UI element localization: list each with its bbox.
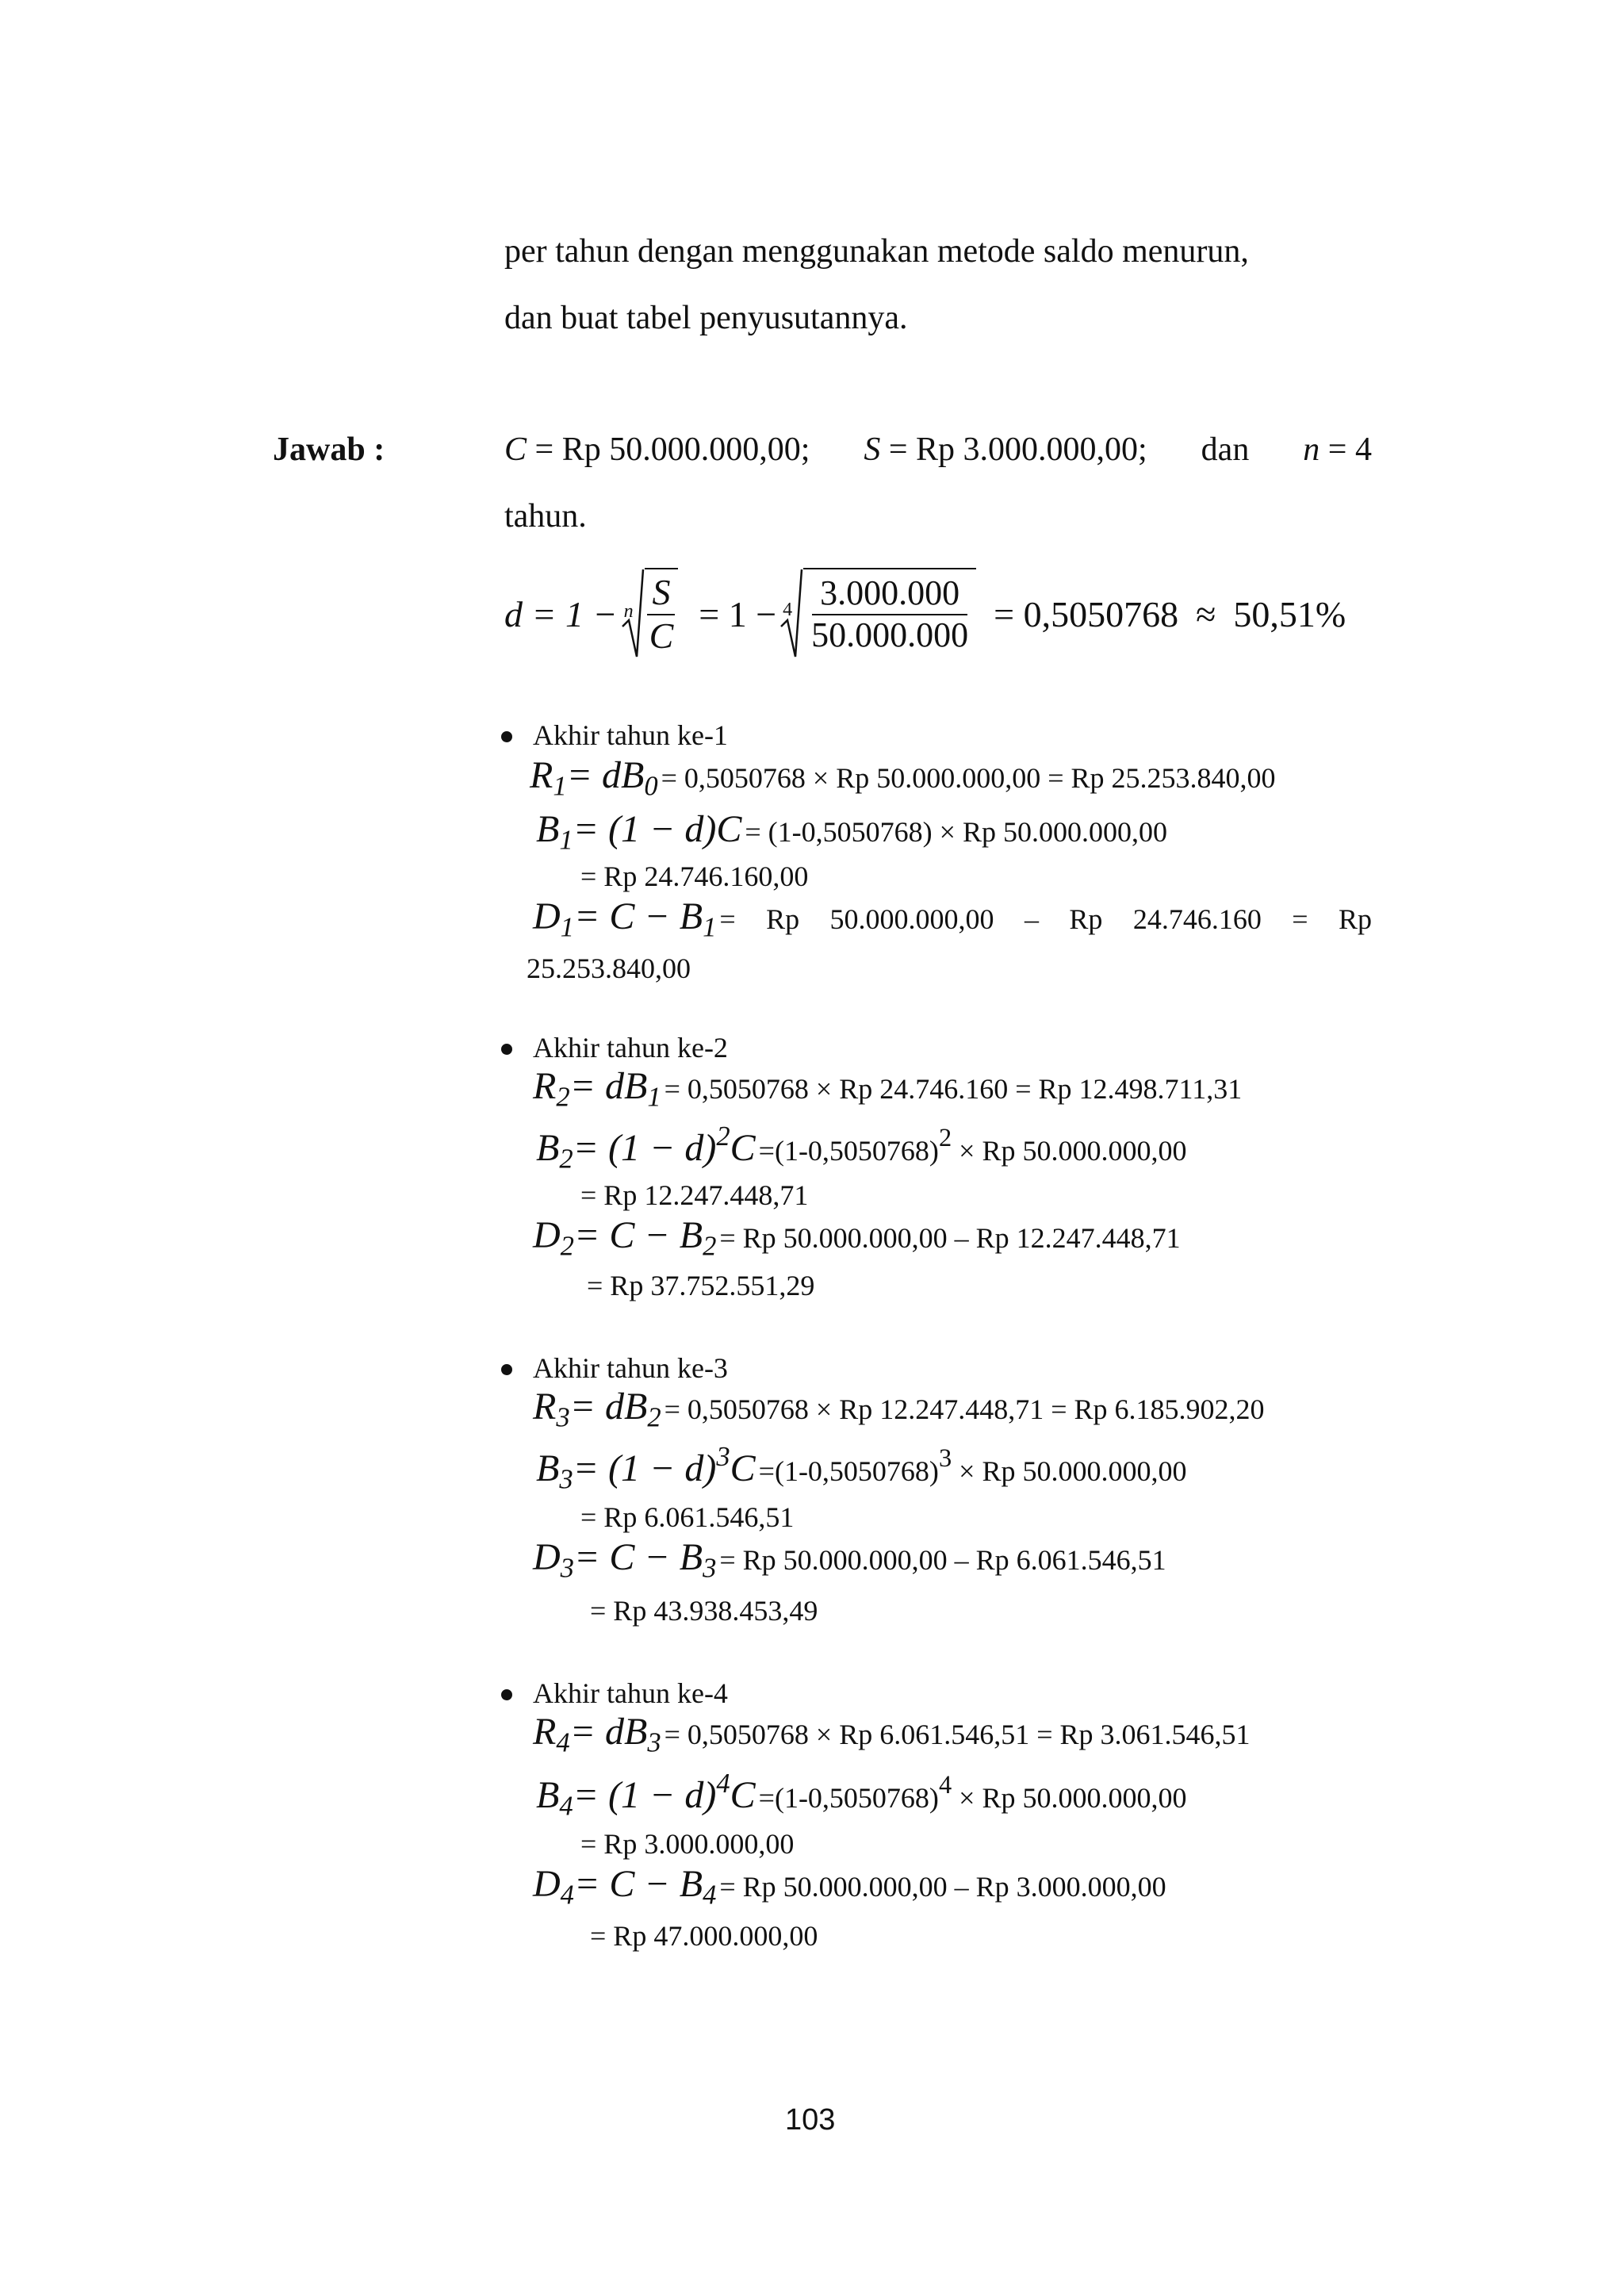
formula-d-result: = 0,5050768 xyxy=(994,593,1179,634)
b-formula: = $(1 - d)^4C$ xyxy=(573,1769,756,1816)
year-3-b-result: = Rp 6.061.546,51 xyxy=(580,1501,795,1533)
bullet-icon xyxy=(501,1689,512,1700)
formula-d-lhs: d = 1 − xyxy=(504,593,618,634)
r-value: = 0,5050768 × Rp 12.247.448,71 = Rp 6.185.902,20 xyxy=(664,1393,1265,1425)
d-formula: = $C - B_2$ xyxy=(573,1214,717,1262)
year-1-b-line xyxy=(536,807,1167,857)
year-3-r-line xyxy=(533,1385,1265,1434)
r-eq: = $dB_1$ xyxy=(569,1065,661,1113)
d-formula: = $C - B_4$ xyxy=(573,1863,717,1911)
jawab-label: Jawab : xyxy=(273,431,385,468)
year-4-r-line xyxy=(533,1710,1251,1759)
root-n xyxy=(621,568,679,660)
b-lhs: $B_2$ xyxy=(536,1127,573,1175)
r-value: = 0,5050768 × Rp 24.746.160 = Rp 12.498.711,31 xyxy=(664,1073,1243,1105)
year-1-heading: Akhir tahun ke-1 xyxy=(533,719,728,751)
root-index-n: n xyxy=(623,601,634,622)
page-number: 103 xyxy=(785,2103,836,2137)
year-3-d-line xyxy=(533,1535,1166,1585)
year-2-r-line xyxy=(533,1064,1242,1113)
year-2-d-result: = Rp 37.752.551,29 xyxy=(587,1270,815,1301)
year-4-heading: Akhir tahun ke-4 xyxy=(533,1677,728,1709)
d-value: = Rp 50.000.000,00 – Rp 3.000.000,00 xyxy=(719,1871,1166,1903)
year-4-d-line xyxy=(533,1862,1166,1911)
d-formula: = $C - B_3$ xyxy=(573,1536,717,1584)
year-1-d-result: 25.253.840,00 xyxy=(527,952,691,984)
year-3-d-result: = Rp 43.938.453,49 xyxy=(590,1595,818,1627)
b-value: = (1-0,5050768) × Rp 50.000.000,00 xyxy=(745,816,1167,848)
b-formula: = $(1 - d)^2C$ xyxy=(573,1121,756,1169)
r-lhs: $R_3$ xyxy=(533,1386,570,1433)
year-3-b-line xyxy=(536,1442,1186,1496)
given-c: C = Rp 50.000.000,00; xyxy=(504,431,810,468)
r-eq: = $dB_3$ xyxy=(569,1711,661,1758)
year-1-r-line xyxy=(530,753,1276,803)
d-value: = Rp 50.000.000,00 – Rp 24.746.160 = Rp xyxy=(719,903,1372,935)
formula-d-percent: 50,51% xyxy=(1233,593,1346,634)
denominator-value: 50.000.000 xyxy=(811,615,969,654)
denominator-c: C xyxy=(649,615,674,656)
numerator-value: 3.000.000 xyxy=(812,573,967,615)
year-3-heading: Akhir tahun ke-3 xyxy=(533,1352,728,1384)
r-value: = 0,5050768 × Rp 50.000.000,00 = Rp 25.253.840,00 xyxy=(661,762,1276,794)
r-lhs: $R_1$ xyxy=(530,754,567,802)
bullet-icon xyxy=(501,1044,512,1055)
year-1-d-line xyxy=(533,895,1372,944)
b-formula: = (1 − d)C xyxy=(573,808,742,850)
root-4 xyxy=(779,568,976,660)
b-lhs: $B_3$ xyxy=(536,1447,573,1495)
numerator-s: S xyxy=(647,572,675,615)
fraction-values xyxy=(803,573,976,655)
root-index-4: 4 xyxy=(783,600,793,620)
b-lhs: $B_1$ xyxy=(536,808,573,856)
b-value: $=(1-0,5050768)^3 \times Rp$ 50.000.000,00 xyxy=(758,1444,1187,1487)
given-tail: tahun. xyxy=(504,498,587,535)
intro-line-1: per tahun dengan menggunakan metode saldo menurun, xyxy=(504,233,1249,270)
d-lhs: $D_1$ xyxy=(533,895,574,943)
d-lhs: $D_4$ xyxy=(533,1863,574,1911)
b-formula: = $(1 - d)^3C$ xyxy=(573,1442,756,1489)
year-4-d-result: = Rp 47.000.000,00 xyxy=(590,1920,818,1952)
year-4-b-line xyxy=(536,1769,1186,1822)
given-dan: dan xyxy=(1201,431,1250,468)
d-value: = Rp 50.000.000,00 – Rp 12.247.448,71 xyxy=(719,1222,1181,1254)
r-value: = 0,5050768 × Rp 6.061.546,51 = Rp 3.061.546,51 xyxy=(664,1719,1251,1750)
r-eq: = $dB_0$ xyxy=(566,754,658,802)
b-value: $=(1-0,5050768)^4 \times Rp$ 50.000.000,00 xyxy=(758,1771,1187,1814)
bullet-icon xyxy=(501,1364,512,1375)
r-eq: = $dB_2$ xyxy=(569,1386,661,1433)
formula-d xyxy=(504,566,1346,661)
year-2-d-line xyxy=(533,1213,1181,1263)
given-s: S = Rp 3.000.000,00; xyxy=(864,431,1147,468)
r-lhs: $R_4$ xyxy=(533,1711,570,1758)
year-2-b-line xyxy=(536,1121,1186,1175)
d-value: = Rp 50.000.000,00 – Rp 6.061.546,51 xyxy=(719,1544,1166,1576)
d-lhs: $D_3$ xyxy=(533,1536,574,1584)
approx-symbol: ≈ xyxy=(1196,593,1216,634)
b-value: $=(1-0,5050768)^2 \times Rp$ 50.000.000,00 xyxy=(758,1124,1187,1167)
d-lhs: $D_2$ xyxy=(533,1214,574,1262)
intro-line-2: dan buat tabel penyusutannya. xyxy=(504,300,908,336)
year-4-b-result: = Rp 3.000.000,00 xyxy=(580,1828,795,1860)
bullet-icon xyxy=(501,731,512,742)
year-2-b-result: = Rp 12.247.448,71 xyxy=(580,1179,809,1211)
formula-d-eq2: = 1 − xyxy=(699,593,777,634)
given-values-line xyxy=(504,433,1372,466)
r-lhs: $R_2$ xyxy=(533,1065,570,1113)
year-1-b-result: = Rp 24.746.160,00 xyxy=(580,860,809,892)
d-formula: = $C - B_1$ xyxy=(573,895,717,943)
year-2-heading: Akhir tahun ke-2 xyxy=(533,1032,728,1064)
given-n: n = 4 xyxy=(1303,431,1372,468)
b-lhs: $B_4$ xyxy=(536,1774,573,1822)
fraction-s-over-c xyxy=(645,572,679,657)
